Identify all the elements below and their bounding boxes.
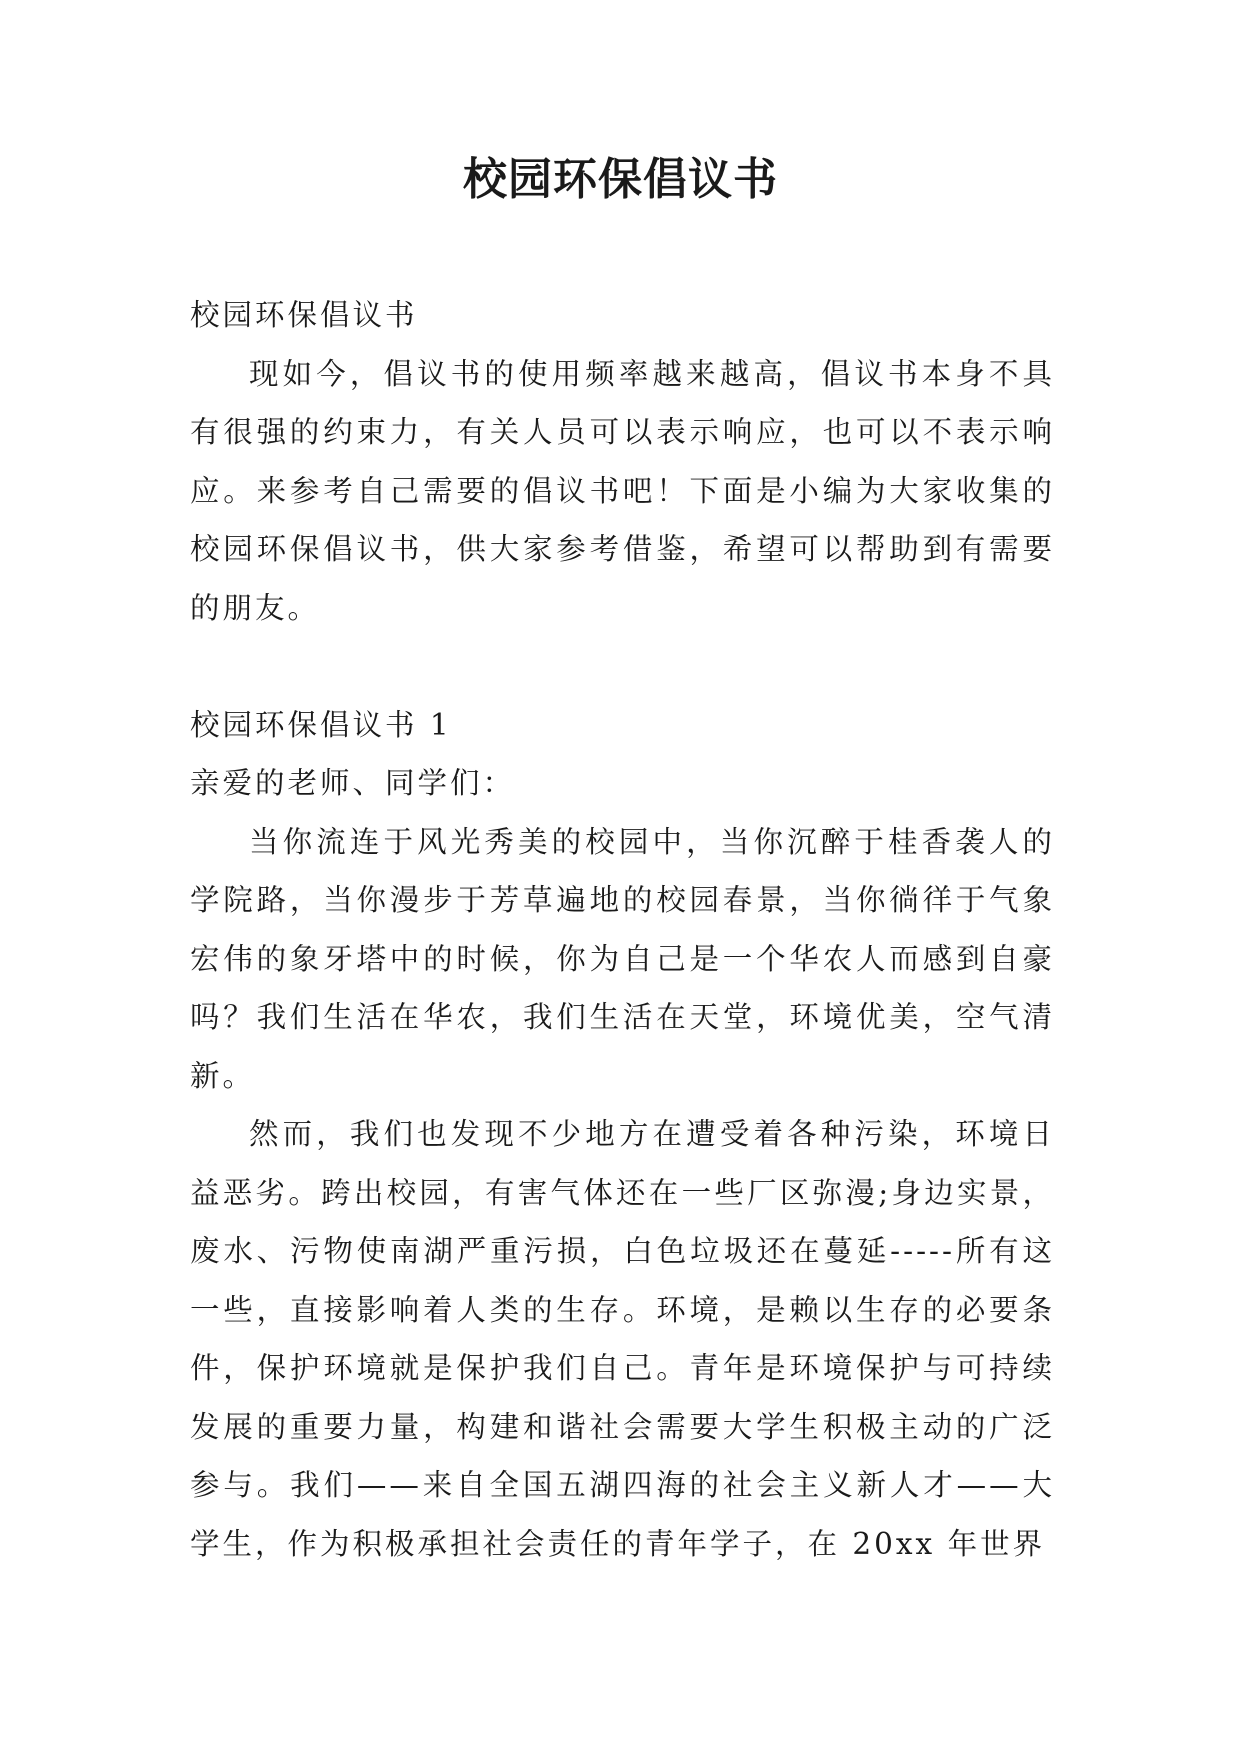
document-title: 校园环保倡议书 <box>463 154 778 205</box>
intro-paragraph: 现如今，倡议书的使用频率越来越高，倡议书本身不具有很强的约束力，有关人员可以表示响应，也可以不表示响应。来参考自己需要的倡议书吧！下面是小编为大家收集的校园环保倡议书，供大家参考借鉴，希望可以帮助到有需要的朋友。 <box>190 356 1055 625</box>
section-title: 校园环保倡议书 1 <box>190 707 452 742</box>
document-subtitle: 校园环保倡议书 <box>190 298 418 332</box>
document-body <box>190 286 1055 1573</box>
body-paragraph-2: 然而，我们也发现不少地方在遭受着各种污染，环境日益恶劣。跨出校园，有害气体还在一些厂区弥漫;身边实景，废水、污物使南湖严重污损，白色垃圾还在蔓延-----所有这一些，直接影响着人类的生存。环境，是赖以生存的必要条件，保护环境就是保护我们自己。青年是环境保护与可持续发展的重要力量，构建和谐社会需要大学生积极主动的广泛参与。我们——来自全国五湖四海的社会主义新人才——大学生，作为积极承担社会责任的青年学子，在 20xx 年世界 <box>190 1117 1055 1561</box>
section-gap <box>190 637 1055 696</box>
body-paragraph-1: 当你流连于风光秀美的校园中，当你沉醉于桂香袭人的学院路，当你漫步于芳草遍地的校园春景，当你徜徉于气象宏伟的象牙塔中的时候，你为自己是一个华农人而感到自豪吗？我们生活在华农，我们生活在天堂，环境优美，空气清新。 <box>190 824 1055 1093</box>
salutation: 亲爱的老师、同学们： <box>190 766 516 800</box>
